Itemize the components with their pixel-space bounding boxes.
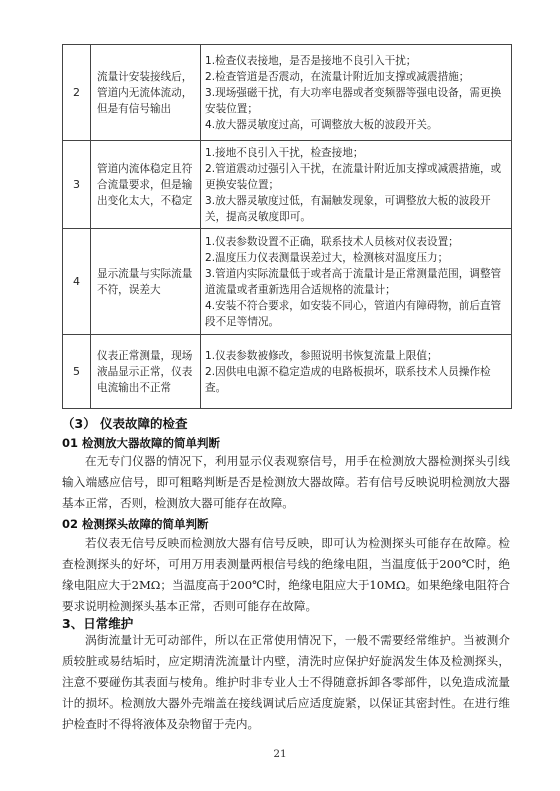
solution-line: 2.因供电电源不稳定造成的电路板损坏，联系技术人员操作检查。 <box>205 365 491 394</box>
solution-line: 3.管道内实际流量低于或者高于流量计是正常测量范围，调整管道流量或者重新选用合适规格的流量计； <box>205 267 502 296</box>
row-number: 4 <box>63 229 91 335</box>
solution-line: 1.仪表参数被修改，参照说明书恢复流量上限值； <box>205 349 438 362</box>
subsection-heading: 01 检测放大器故障的简单判断 <box>62 436 221 450</box>
solution-line: 1.仪表参数设置不正确，联系技术人员核对仪表设置； <box>205 235 459 248</box>
paragraph: 若仪表无信号反映而检测放大器有信号反映，即可认为检测探头可能存在故障。检查检测探头的好坏，可用万用表测量两根信号线的绝缘电阻，当温度低于200℃时，绝缘电阻应大于2MΩ；当温度高于200℃时，绝缘电阻应大于10MΩ。如果绝缘电阻符合要求说明检测探头基本正常，否则可能存在故障。 <box>62 536 511 613</box>
fault-solution <box>201 141 512 229</box>
fault-solution <box>201 229 512 335</box>
fault-symptom: 仪表正常测量，现场液晶显示正常，仪表电流输出不正常 <box>91 335 201 409</box>
table-row <box>63 335 512 409</box>
paragraph: 涡街流量计无可动部件，所以在正常使用情况下，一般不需要经常维护。当被测介质较脏或易结垢时，应定期清洗流量计内壁，清洗时应保护好旋涡发生体及检测探头，注意不要碰伤其表面与棱角。维护时非专业人士不得随意拆卸各零部件，以免造成流量计的损坏。检测放大器外壳端盖在接线调试后应适度旋紧，以保证其密封性。在进行维护检查时不得将液体及杂物留于壳内。 <box>62 633 510 731</box>
row-number: 2 <box>63 45 91 141</box>
solution-line: 2.管道震动过强引入干扰，在流量计附近加支撑或减震措施，或更换安装位置； <box>205 162 502 191</box>
solution-line: 3.放大器灵敏度过低，有漏触发现象，可调整放大板的波段开关，提高灵敏度即可。 <box>205 194 491 223</box>
solution-line: 1.检查仪表接地，是否是接地不良引入干扰； <box>205 54 417 67</box>
row-number: 3 <box>63 141 91 229</box>
table-row <box>63 229 512 335</box>
table-row <box>63 141 512 229</box>
fault-symptom: 管道内流体稳定且符合流量要求，但是输出变化太大，不稳定 <box>91 141 201 229</box>
solution-line: 2.温度压力仪表测量误差过大，检测核对温度压力； <box>205 251 449 264</box>
fault-solution <box>201 335 512 409</box>
fault-symptom: 流量计安装接线后，管道内无流体流动，但是有信号输出 <box>91 45 201 141</box>
solution-line: 4.安装不符合要求，如安装不同心，管道内有障碍物，前后直管段不足等情况。 <box>205 299 502 328</box>
paragraph: 在无专门仪器的情况下，利用显示仪表观察信号，用手在检测放大器检测探头引线输入端感应信号，即可粗略判断是否是检测放大器故障。若有信号反映说明检测放大器基本正常，否则，检测放大器可能存在故障。 <box>62 454 510 510</box>
page-number: 21 <box>273 748 287 760</box>
solution-line: 2.检查管道是否震动，在流量计附近加支撑或减震措施； <box>205 70 470 83</box>
fault-symptom: 显示流量与实际流量不符，误差大 <box>91 229 201 335</box>
row-number: 5 <box>63 335 91 409</box>
table-row <box>63 45 512 141</box>
fault-solution <box>201 45 512 141</box>
subsection-heading: 02 检测探头故障的简单判断 <box>62 517 209 531</box>
fault-table <box>62 44 512 409</box>
solution-line: 4.放大器灵敏度过高，可调整放大板的波段开关。 <box>205 118 438 131</box>
section-heading: （3） 仪表故障的检查 <box>62 416 188 431</box>
section-heading: 3、日常维护 <box>62 616 134 631</box>
solution-line: 1.接地不良引入干扰，检查接地； <box>205 146 364 159</box>
solution-line: 3.现场强磁干扰，有大功率电器或者变频器等强电设备，需更换安装位置； <box>205 86 502 115</box>
